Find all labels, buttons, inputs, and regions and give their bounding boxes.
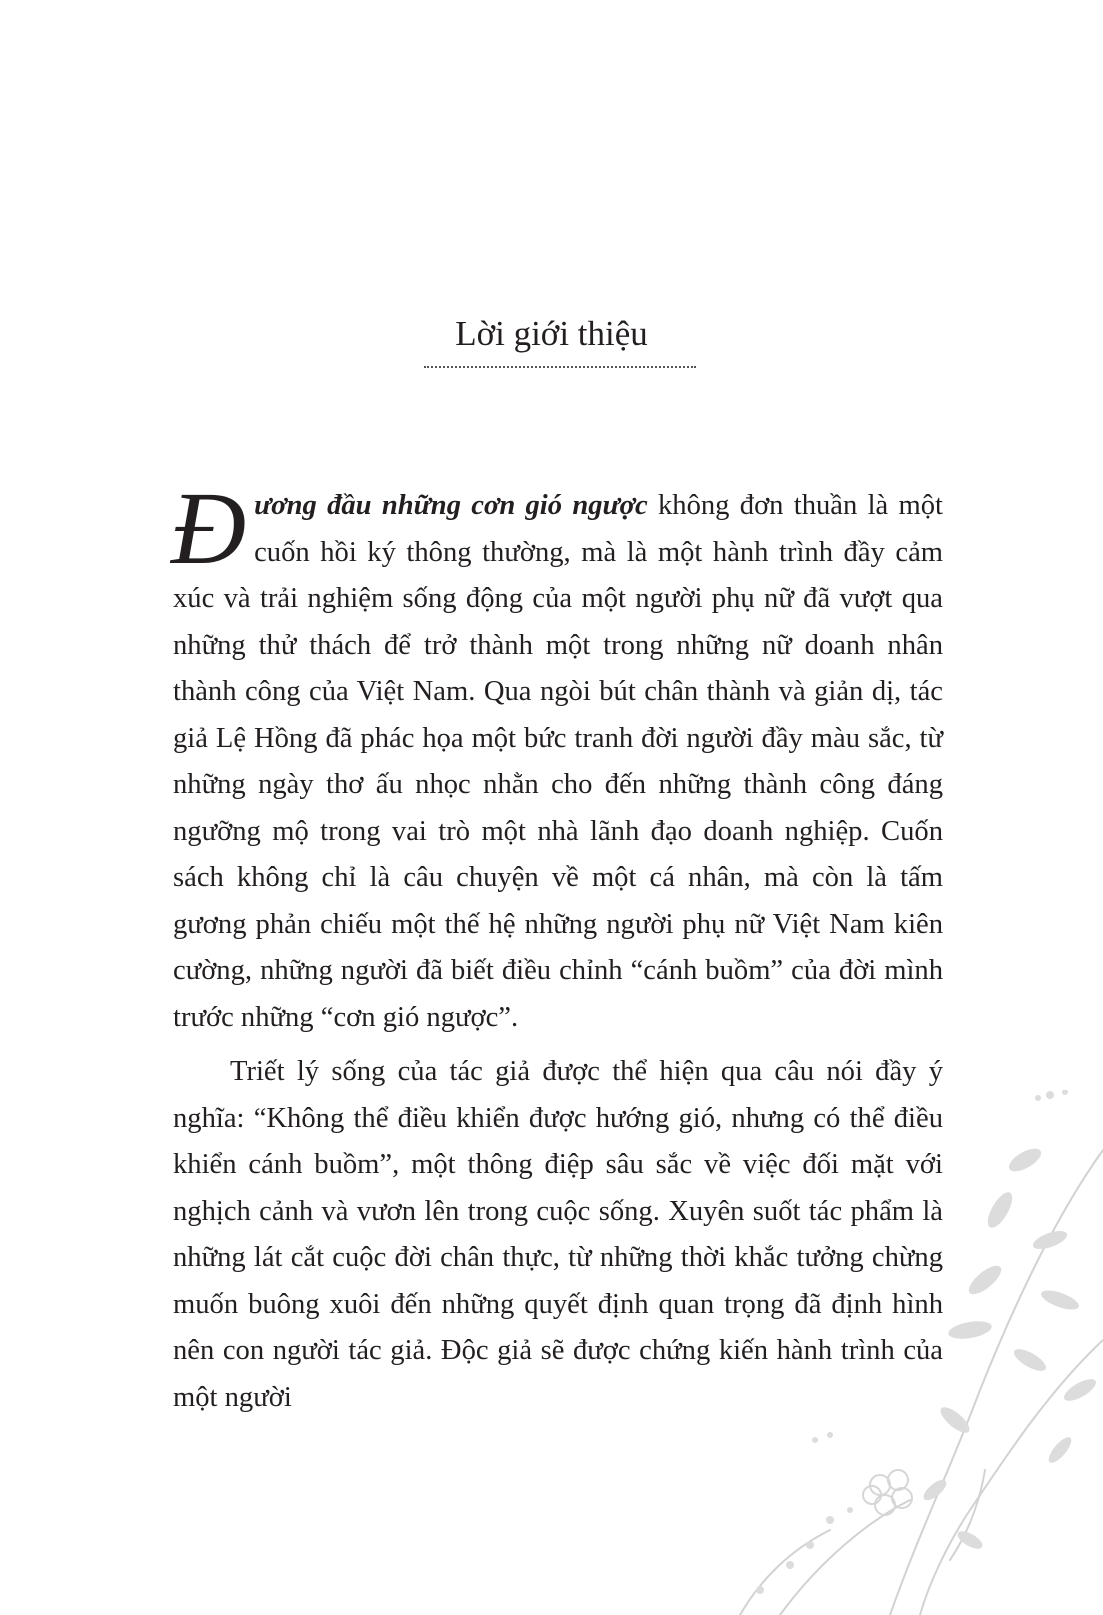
paragraph-1 xyxy=(171,471,943,1041)
floral-branch-icon xyxy=(720,1090,1103,1615)
page-title: Lời giới thiệu xyxy=(455,314,648,353)
title-dotted-rule xyxy=(424,366,696,368)
book-title-italic: ương đầu những cơn gió ngược xyxy=(254,490,648,521)
paragraph-2: Triết lý sống của tác giả được thể hiện qua câu nói đầy ý nghĩa: “Không thể điều khiển được hướng gió, nhưng có thể điều khiển cánh buồm”, một thông điệp sâu sắc về việc đối mặt với nghịch cảnh và vươn lên trong cuộc sống. Xuyên suốt tác phẩm là những lát cắt cuộc đời chân thực, từ những thời khắc tưởng chừng muốn buông xuôi đến những quyết định quan trọng đã định hình nên con người tác giả. Độc giả sẽ được chứng kiến hành trình của một người xyxy=(173,1056,943,1413)
drop-cap: Đ xyxy=(171,471,247,586)
paragraph-1-text: không đơn thuần là một cuốn hồi ký thông thường, mà là một hành trình đầy cảm xúc và trải nghiệm sống động của một người phụ nữ đã vượt qua những thử thách để trở thành một trong những nữ doanh nhân thành công của Việt Nam. Qua ngòi bút chân thành và giản dị, tác giả Lệ Hồng đã phác họa một bức tranh đời người đầy màu sắc, từ những ngày thơ ấu nhọc nhằn cho đến những thành công đáng ngưỡng mộ trong vai trò một nhà lãnh đạo doanh nghiệp. Cuốn sách không chỉ là câu chuyện về một cá nhân, mà còn là tấm gương phản chiếu một thế hệ những người phụ nữ Việt Nam kiên cường, những người đã biết điều chỉnh “cánh buồm” của đời mình trước những “cơn gió ngược”. xyxy=(173,490,943,1033)
